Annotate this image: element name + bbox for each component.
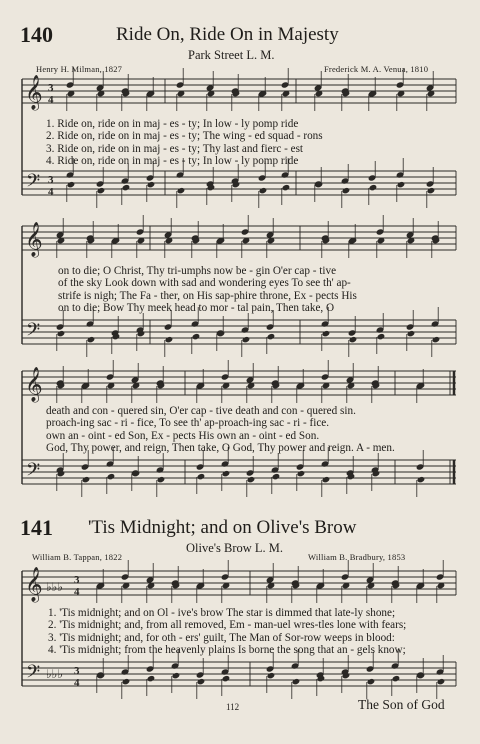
svg-text:𝄞: 𝄞: [25, 567, 43, 602]
note-head: [122, 184, 131, 191]
note-head: [367, 678, 376, 685]
svg-text:𝄢: 𝄢: [26, 171, 41, 196]
lyric-line: 1. 'Tis midnight; and on Ol - ive's brow The star is dimmed that late-ly shone;: [48, 607, 396, 619]
note-head: [242, 336, 251, 343]
svg-text:𝄞: 𝄞: [25, 75, 43, 110]
note-head: [57, 330, 66, 337]
lyric-line: 1. Ride on, ride on in maj - es - ty; In low - ly pomp ride: [46, 118, 299, 130]
svg-text:4: 4: [74, 677, 80, 689]
svg-text:𝄞: 𝄞: [25, 222, 43, 257]
music-credit: Frederick M. A. Venua, 1810: [324, 64, 429, 74]
hymn-title: Ride On, Ride On in Majesty: [116, 24, 339, 45]
lyric-line: 2. Ride on, ride on in maj - es - ty; The wing - ed squad - rons: [46, 130, 323, 143]
note-head: [247, 476, 256, 483]
lyrics-block: [46, 405, 466, 455]
music-credit: William B. Bradbury, 1853: [308, 552, 406, 562]
lyric-line: 3. Ride on, ride on in maj - es - ty; Thy last and fierc - est: [46, 142, 304, 155]
svg-text:3: 3: [74, 574, 80, 586]
lyric-line: 2. 'Tis midnight; and, from all removed, Em - man-uel wres-tles lone with fears;: [48, 619, 407, 632]
note-head: [97, 672, 106, 679]
note-head: [197, 678, 206, 685]
note-head: [437, 678, 446, 685]
svg-text:♭♭♭: ♭♭♭: [46, 580, 63, 594]
svg-text:𝄞: 𝄞: [25, 367, 43, 402]
svg-text:𝄢: 𝄢: [26, 320, 41, 345]
hymn-number: 140: [20, 22, 53, 47]
note-head: [369, 184, 378, 191]
note-head: [272, 473, 281, 480]
svg-text:4: 4: [74, 586, 80, 598]
svg-text:3: 3: [74, 665, 80, 677]
note-head: [407, 330, 416, 337]
note-head: [197, 473, 206, 480]
note-head: [222, 470, 231, 477]
lyric-line: of the sky Look down with sad and wondering eyes To see th' ap-: [58, 277, 351, 290]
lyrics-block: [48, 607, 468, 657]
note-head: [107, 473, 116, 480]
lyric-line: 3. 'Tis midnight; and, for oth - ers' guilt, The Man of Sor-row weeps in blood:: [48, 631, 395, 644]
lyric-line: God, Thy power, and reign, Then take, O God, Thy power and reign. A - men.: [46, 442, 395, 455]
note-head: [157, 476, 166, 483]
note-head: [177, 187, 186, 194]
section-title: The Son of God: [358, 697, 445, 712]
hymn-number: 141: [20, 515, 53, 540]
note-head: [432, 336, 441, 343]
note-head: [87, 336, 96, 343]
svg-text:4: 4: [48, 186, 54, 198]
note-head: [397, 181, 406, 188]
note-head: [322, 476, 331, 483]
note-head: [315, 181, 324, 188]
lyrics-block: [58, 265, 468, 315]
note-head: [427, 187, 436, 194]
note-head: [292, 678, 301, 685]
words-credit: William B. Tappan, 1822: [32, 552, 123, 562]
tune-name: Olive's Brow L. M.: [186, 541, 284, 555]
lyrics-block: [46, 118, 466, 168]
note-head: [97, 187, 106, 194]
note-head: [392, 675, 401, 682]
words-credit: Henry H. Milman, 1827: [36, 64, 123, 74]
note-head: [417, 476, 426, 483]
note-head: [342, 187, 351, 194]
note-head: [267, 672, 276, 679]
note-head: [322, 330, 331, 337]
note-head: [122, 678, 131, 685]
note-head: [259, 187, 268, 194]
note-head: [67, 181, 76, 188]
note-head: [297, 470, 306, 477]
note-head: [165, 336, 174, 343]
svg-text:3: 3: [48, 174, 54, 186]
note-head: [147, 675, 156, 682]
svg-text:𝄢: 𝄢: [26, 460, 41, 485]
note-head: [132, 470, 141, 477]
lyric-line: strife is nigh; The Fa - ther, on His sap-phire throne, Ex - pects His: [58, 289, 357, 302]
note-head: [349, 336, 358, 343]
note-head: [217, 330, 226, 337]
lyric-line: 4. Ride on, ride on in maj - es - ty; In low - ly pomp ride: [46, 155, 299, 168]
note-head: [147, 181, 156, 188]
svg-text:𝄢: 𝄢: [26, 662, 41, 687]
note-head: [192, 333, 201, 340]
tune-name: Park Street L. M.: [188, 48, 275, 62]
note-head: [267, 333, 276, 340]
lyric-line: 4. 'Tis midnight; from the heavenly plains Is borne the song that an - gels know;: [48, 644, 406, 657]
lyric-line: on to die; Bow Thy meek head to mor - tal pain, Then take, O: [58, 302, 335, 315]
note-head: [377, 333, 386, 340]
lyric-line: own an - oint - ed Son, Ex - pects His own an - oint - ed Son.: [46, 429, 320, 442]
note-head: [172, 672, 181, 679]
svg-text:♭♭♭: ♭♭♭: [46, 667, 63, 681]
svg-text:3: 3: [48, 82, 54, 94]
svg-text:4: 4: [48, 94, 54, 106]
lyric-line: on to die; O Christ, Thy tri-umphs now be - gin O'er cap - tive: [58, 265, 337, 277]
note-head: [82, 476, 91, 483]
lyric-line: death and con - quered sin, O'er cap - tive death and con - quered sin.: [46, 405, 356, 417]
note-head: [417, 672, 426, 679]
hymn-title: 'Tis Midnight; and on Olive's Brow: [88, 517, 357, 538]
note-head: [282, 184, 291, 191]
note-head: [222, 675, 231, 682]
page-number: 112: [226, 702, 240, 712]
lyric-line: proach-ing sac - ri - fice, To see th' ap-proach-ing sac - ri - fice.: [46, 417, 330, 430]
